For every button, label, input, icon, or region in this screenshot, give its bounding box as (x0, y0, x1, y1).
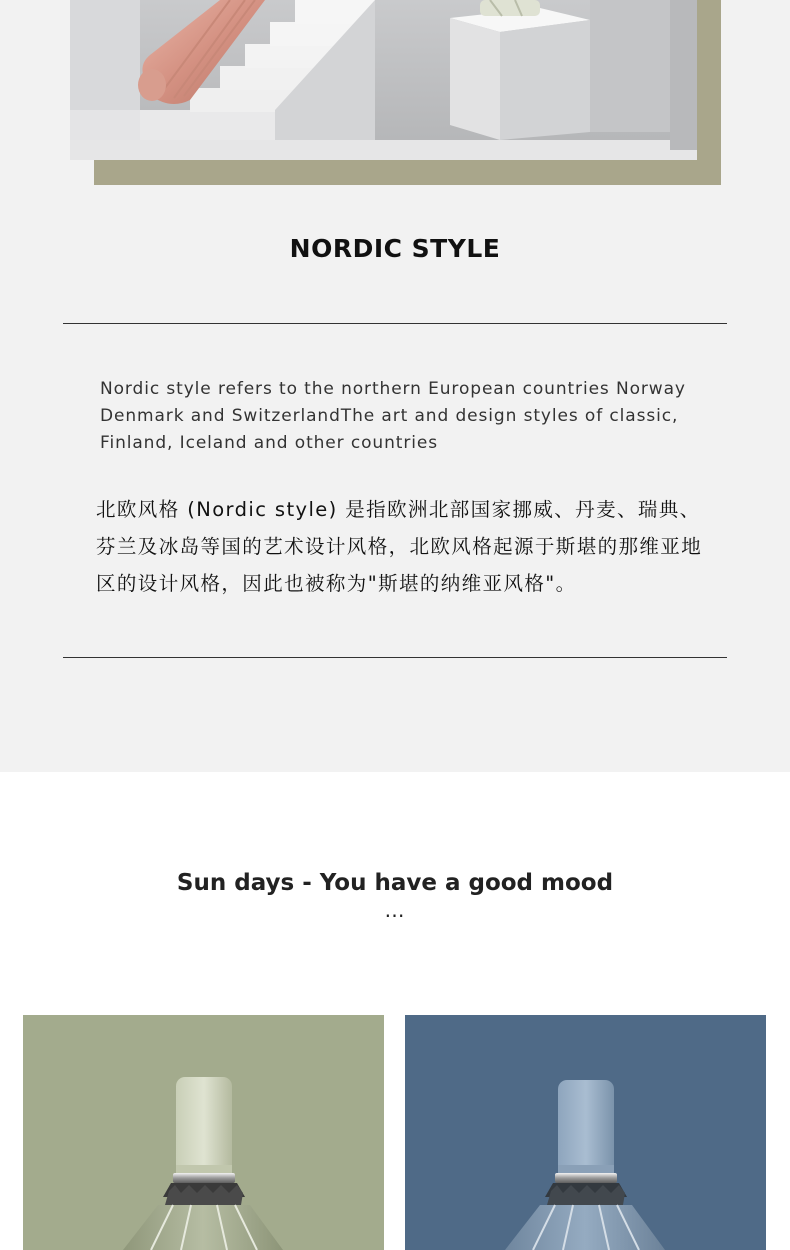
divider-bottom (63, 657, 727, 658)
umbrella-blue-icon (405, 1015, 766, 1250)
stairs-umbrella-scene (70, 0, 697, 160)
ellipsis-decoration: … (384, 898, 406, 922)
cube-pedestal (450, 8, 590, 140)
mood-heading: Sun days - You have a good mood (176, 870, 614, 896)
english-description: Nordic style refers to the northern European countries Norway Denmark and SwitzerlandThe art and design styles of classic, Finland, Iceland and other countries (100, 379, 686, 453)
product-image-blue-umbrella (405, 1015, 766, 1250)
divider-top (63, 323, 727, 324)
hero-product-image (70, 0, 697, 160)
chinese-description: 北欧风格 (Nordic style) 是指欧洲北部国家挪威、丹麦、瑞典、芬兰及冰岛等国的艺术设计风格，北欧风格起源于斯堪的那维亚地区的设计风格，因此也被称为"斯堪的纳维亚风格"。 (96, 498, 703, 595)
umbrella-green-icon (23, 1015, 384, 1250)
section-title: NORDIC STYLE (289, 234, 501, 263)
product-image-green-umbrella (23, 1015, 384, 1250)
